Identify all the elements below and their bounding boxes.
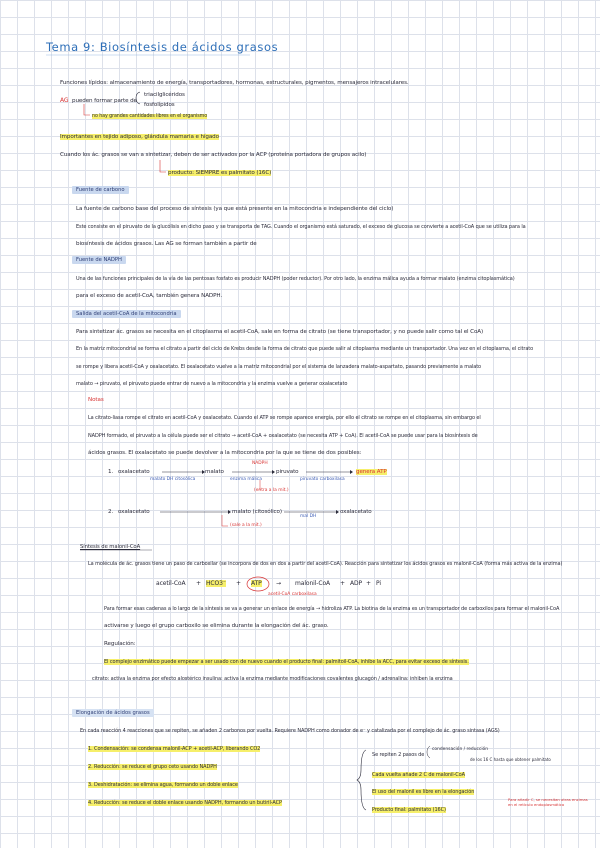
step1-piruvato: piruvato [276, 469, 299, 475]
acetyl-line-2: En la matriz mitocondrial se forma el citrato a partir del ciclo de Krebs desde la forma de citrato que puede salir al citoplasma mediante un transportador. Una vez en el citoplasma, el citrato [76, 346, 534, 352]
step1-nadph: NADPH [252, 461, 268, 466]
elongation-step-4: 4. Reducción: se reduce el doble enlace usando NADPH, formando un butiril-ACP [88, 800, 282, 806]
section-header-nadph: Fuente de NADPH [72, 256, 126, 264]
malonyl-line-6: citrato: activa la enzima por efecto alostérico insulina: activa la enzima mediante modificaciones covalentes glucagón / adrenalina: inhiben la enzima [92, 676, 453, 682]
step1-sub-enzima-malica: enzima málica [230, 477, 262, 482]
malonyl-line-2: Para formar esas cadenas a lo largo de la síntesis se va a generar un enlace de energía → hidroliza ATP. La biotina de la enzima es un transportador de carboxilos para formar el malonil-CoA [104, 606, 560, 612]
eq-arrow: → [276, 580, 281, 587]
elongation-repeat-detail: de los 16 C hasta que obtener palmitato [470, 757, 551, 762]
section-header-carbon: Fuente de carbono [72, 186, 129, 194]
eq-adp: ADP [350, 580, 363, 587]
elongation-right-4: Producto final: palmitato (16C) [372, 807, 446, 813]
step1-oxalacetato: oxalacetato [118, 469, 150, 475]
eq-acetyl-coa: acetil-CoA [156, 580, 186, 587]
acetyl-line-4: malato → piruvato, el piruvato puede entrar de nuevo a la mitocondria y la enzima vuelve a generar oxalacetato [76, 381, 348, 387]
notes-line-2: NADPH formado, el piruvato a la célula puede ser el citrato → acetil-CoA + oxalacetato (se necesita ATP + CoA). El acetil-CoA se puede usar para la biosíntesis de [88, 433, 478, 439]
elongation-note: Para añadir C, se necesitan otras enzimas en el retículo endoplasmático [508, 797, 588, 807]
section-header-malonyl: Síntesis de malonil-CoA [80, 544, 141, 550]
step1-malato: malato [205, 469, 224, 475]
nadph-line-2: para el exceso de acetil-CoA, también genera NADPH. [76, 293, 223, 299]
eq-atp: ATP [251, 580, 262, 587]
product-line: producto: SIEMPRE es palmitato (16C) [168, 170, 272, 176]
section-header-notes: Notas [88, 397, 104, 403]
eq-plus-1: + [196, 580, 201, 587]
eq-bicarbonate: HCO3⁻ [206, 580, 226, 587]
section-header-elongation: Elongación de ácidos grasos [72, 709, 154, 717]
eq-enzyme: acetil-CoA carboxilasa [268, 592, 317, 597]
synthesis-line: Cuando los ác. grasos se van a sintetizar, deben de ser activados por la ACP (proteína portadora de grupos acilo) [60, 152, 367, 158]
step1-number: 1. [108, 469, 114, 475]
eq-pi: Pi [376, 580, 381, 587]
eq-plus-4: + [366, 580, 371, 587]
importance-line: Importantes en tejido adiposo, glándula mamaria e hígado [60, 134, 219, 140]
carbon-line-3: biosíntesis de ácidos grasos. Las AG se forman también a partir de [76, 241, 257, 247]
elongation-repeat: Se repiten 2 pasos de [372, 752, 425, 758]
acetyl-line-1: Para sintetizar ác. grasos se necesita en el citoplasma el acetil-CoA, sale en forma de citrato (se tiene transportador, y no puede salir como tal el CoA) [76, 329, 484, 335]
malonyl-regulation: Regulación: [104, 641, 136, 647]
notes-line-1: La citrato-liasa rompe el citrato en acetil-CoA y oxalacetato. Cuando el ATP se rompe aparece energía, por ello el citrato se rompe en el citoplasma, sin embargo el [88, 415, 481, 421]
fa-line: pueden formar parte de [72, 98, 137, 104]
elongation-right-3: El uso del malonil es libre en la elongación [372, 789, 475, 795]
elongation-step-2: 2. Reducción: se reduce el grupo ceto usando NADPH [88, 764, 217, 770]
brace-item-c: no hay grandes cantidades libres en el organismo [92, 114, 208, 119]
brace-item-b: fosfolípidos [144, 102, 175, 108]
elongation-step-1: 1. Condensación: se condensa malonil-ACP + acetil-ACP, liberando CO2 [88, 746, 261, 752]
step2-oxalacetato: oxalacetato [118, 509, 150, 515]
step1-gain: genera ATP [356, 469, 387, 475]
step2-sub-mal-dh: mal DH [300, 514, 317, 519]
step2-exits-mito: (sale a la mit.) [230, 523, 262, 528]
malonyl-line-1: La molécula de ác. grasos tiene un paso de carboxilar (se incorpora de dos en dos a partir del acetil-CoA). Reacción para sintetizar los ácidos grasos es malonil-CoA (forma más activa de la enzima) [88, 561, 563, 567]
eq-malonyl-coa: malonil-CoA [295, 580, 331, 587]
step1-sub-malato-dh: malato DH citosólica [150, 477, 196, 482]
brace-item-a: triacilglicéridos [144, 92, 185, 98]
section-header-acetyl-exit: Salida del acetil-CoA de la mitocondria [72, 310, 181, 318]
step2-number: 2. [108, 509, 114, 515]
carbon-line-1: La fuente de carbono base del proceso de síntesis (ya que está presente en la mitocondria e independiente del ciclo) [76, 206, 394, 212]
elongation-repeat-steps: condensación / reducción [432, 747, 489, 752]
fa-prefix: AG [60, 97, 69, 104]
functions-line: Funciones lípidos: almacenamiento de energía, transportadores, hormonas, estructurales, pigmentos, mensajeros intracelulares. [60, 80, 409, 86]
eq-plus-3: + [340, 580, 345, 587]
step2-malato: malato (citosólico) [232, 509, 282, 515]
step2-oxalacetato-end: oxalacetato [340, 509, 372, 515]
step1-enters-mito: (entra a la mit.) [254, 488, 289, 493]
acetyl-line-3: se rompe y libera acetil-CoA y oxalacetato. El oxalacetato vuelve a la matriz mitocondrial por el sistema de lanzadera malato-aspartato, pasando previamente a malato [76, 364, 482, 370]
eq-plus-2: + [236, 580, 241, 587]
notes-line-3: ácidos grasos. El oxalacetato se puede devolver a la mitocondria por la que se tiene de dos posibles: [88, 450, 362, 456]
malonyl-line-5: El complejo enzimático puede empezar a ser usado con de nuevo cuando el producto final: palmitoil-CoA, inhibe la ACC, para evitar exceso de síntesis. [104, 659, 469, 665]
nadph-line-1: Una de las funciones principales de la vía de las pentosas fosfato es producir NADPH (poder reductor). Por otro lado, la enzima málica ayuda a formar malato (enzima citoplasmática) [76, 276, 515, 282]
elongation-right-2: Cada vuelta añade 2 C de malonil-CoA [372, 772, 465, 778]
malonyl-line-3: activarse y luego el grupo carboxilo se elimina durante la elongación del ác. graso. [104, 623, 329, 629]
step1-sub-piruvato-carboxilasa: piruvato carboxilasa [300, 477, 345, 482]
elongation-line-1: En cada reacción 4 reacciones que se repiten, se añaden 2 carbonos por vuelta. Requiere NADPH como donador de e⁻ y catalizada por el complejo de ác. graso sintasa (AGS) [80, 728, 500, 734]
page-title: Tema 9: Biosíntesis de ácidos grasos [46, 40, 279, 54]
carbon-line-2: Este consiste en el piruvato de la glucólisis en dicho paso y se transporta de TAG. Cuando el organismo está saturado, el exceso de glucosa se convierte a acetil-CoA que se utiliza para la [76, 224, 526, 230]
elongation-step-3: 3. Deshidratación: se elimina agua, formando un doble enlace [88, 782, 238, 788]
